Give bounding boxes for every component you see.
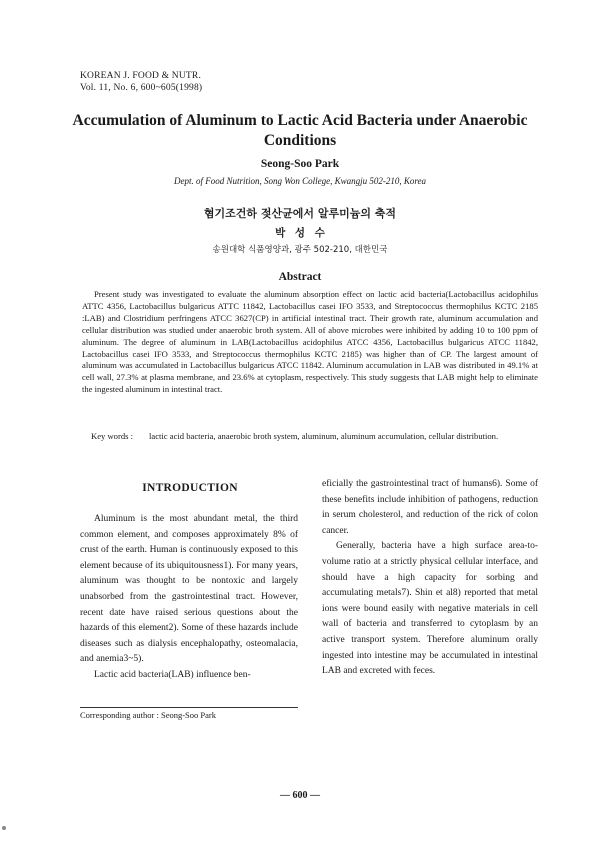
journal-volume: Vol. 11, No. 6, 600~605(1998) xyxy=(80,83,203,93)
corresponding-author-footnote: Corresponding author : Seong-Soo Park xyxy=(80,710,216,720)
abstract-text: Present study was investigated to evaluate the aluminum absorption effect on lactic acid bacteria(Lactobacillus acidophilus ATTC 4356, Lactobacillus bulgaricus ATTC 11842, Lactobacillus casei IFO 3533, and Streptococcus thermophilus KCTC 2185 :LAB) and Clostridium perfringens ATCC 3627(CP) in artificial intestinal tract. Their growth rate, aluminum accumulation and cellular distribution was studied under anaerobic broth system. All of above microbes were inhibited by adding 10 to 100 ppm of aluminum. The degree of aluminum in LAB(Lactobacillus acidophilus ATCC 4356, Lactobacillus bulgaricus ATCC 11842, Lactobacillus casei IFO 3533, and Streptococcus thermophilus KCTC 2185) was higher than of CP. The largest amount of aluminum was accumulated in Lactobacillus bulgaricus ATCC 11842. Aluminum accumulation in LAB was distributed in 49.1% at cell wall, 27.3% at plasma membrane, and 23.6% at cytoplasm, respectively. This study suggests that LAB might help to eliminate the ingested aluminum in intestinal tract. xyxy=(82,289,538,395)
footnote-divider xyxy=(80,707,298,708)
intro-paragraph-2-continued: eficially the gastrointestinal tract of humans6). Some of these benefits include inhibition of pathogens, reduction in serum cholesterol, and reduction of the rick of colon cancer. xyxy=(322,479,538,536)
paper-title: Accumulation of Aluminum to Lactic Acid Bacteria under Anaerobic Conditions xyxy=(72,112,528,149)
journal-name: KOREAN J. FOOD & NUTR. xyxy=(80,71,202,81)
page-number: — 600 — xyxy=(280,790,320,801)
author-affiliation: Dept. of Food Nutrition, Song Won College, Kwangju 502-210, Korea xyxy=(173,176,427,186)
left-column xyxy=(80,512,298,684)
right-column xyxy=(322,477,538,680)
intro-paragraph-2: Lactic acid bacteria(LAB) influence ben- xyxy=(94,669,251,680)
author-name: Seong-Soo Park xyxy=(260,158,340,170)
scan-speck xyxy=(2,826,6,830)
korean-affiliation: 송원대학 식품영양과, 광주 502-210, 대한민국 xyxy=(212,245,388,255)
korean-title: 혐기조건하 젖산균에서 알루미늄의 축적 xyxy=(203,207,397,220)
intro-paragraph-1: Aluminum is the most abundant metal, the third common element, and composes approximately 8% of crust of the earth. Human is continuously exposed to this element because of its ubiquitousness1). For many years, aluminum was thought to be nontoxic and largely unabsorbed from the gastrointestinal tract. However, recent date have raised serious questions about the hazards of this element2). Some of these hazards include diseases such as dialysis encephalopathy, osteomalacia, and anemia3~5). xyxy=(80,514,298,665)
journal-header xyxy=(80,70,202,94)
introduction-heading: INTRODUCTION xyxy=(142,482,238,494)
keywords-text: lactic acid bacteria, anaerobic broth system, aluminum, aluminum accumulation, cellular distribution. xyxy=(149,431,499,441)
intro-paragraph-3: Generally, bacteria have a high surface area-to-volume ratio at a strictly physical cellular interface, and should have a high capacity for sorbing and accumulating metals7). Shin et al8) reported that metal ions were bound easily with negative materials in cell wall of bacteria and transferred to cytoplasm by an active transport system. Therefore aluminum orally ingested into intestine may be accumulated in intestinal LAB and excreted with feces. xyxy=(322,541,538,677)
korean-author: 박 성 수 xyxy=(275,227,325,239)
keywords xyxy=(91,431,597,443)
abstract-heading: Abstract xyxy=(278,271,322,283)
keywords-label: Key words : xyxy=(91,431,134,441)
